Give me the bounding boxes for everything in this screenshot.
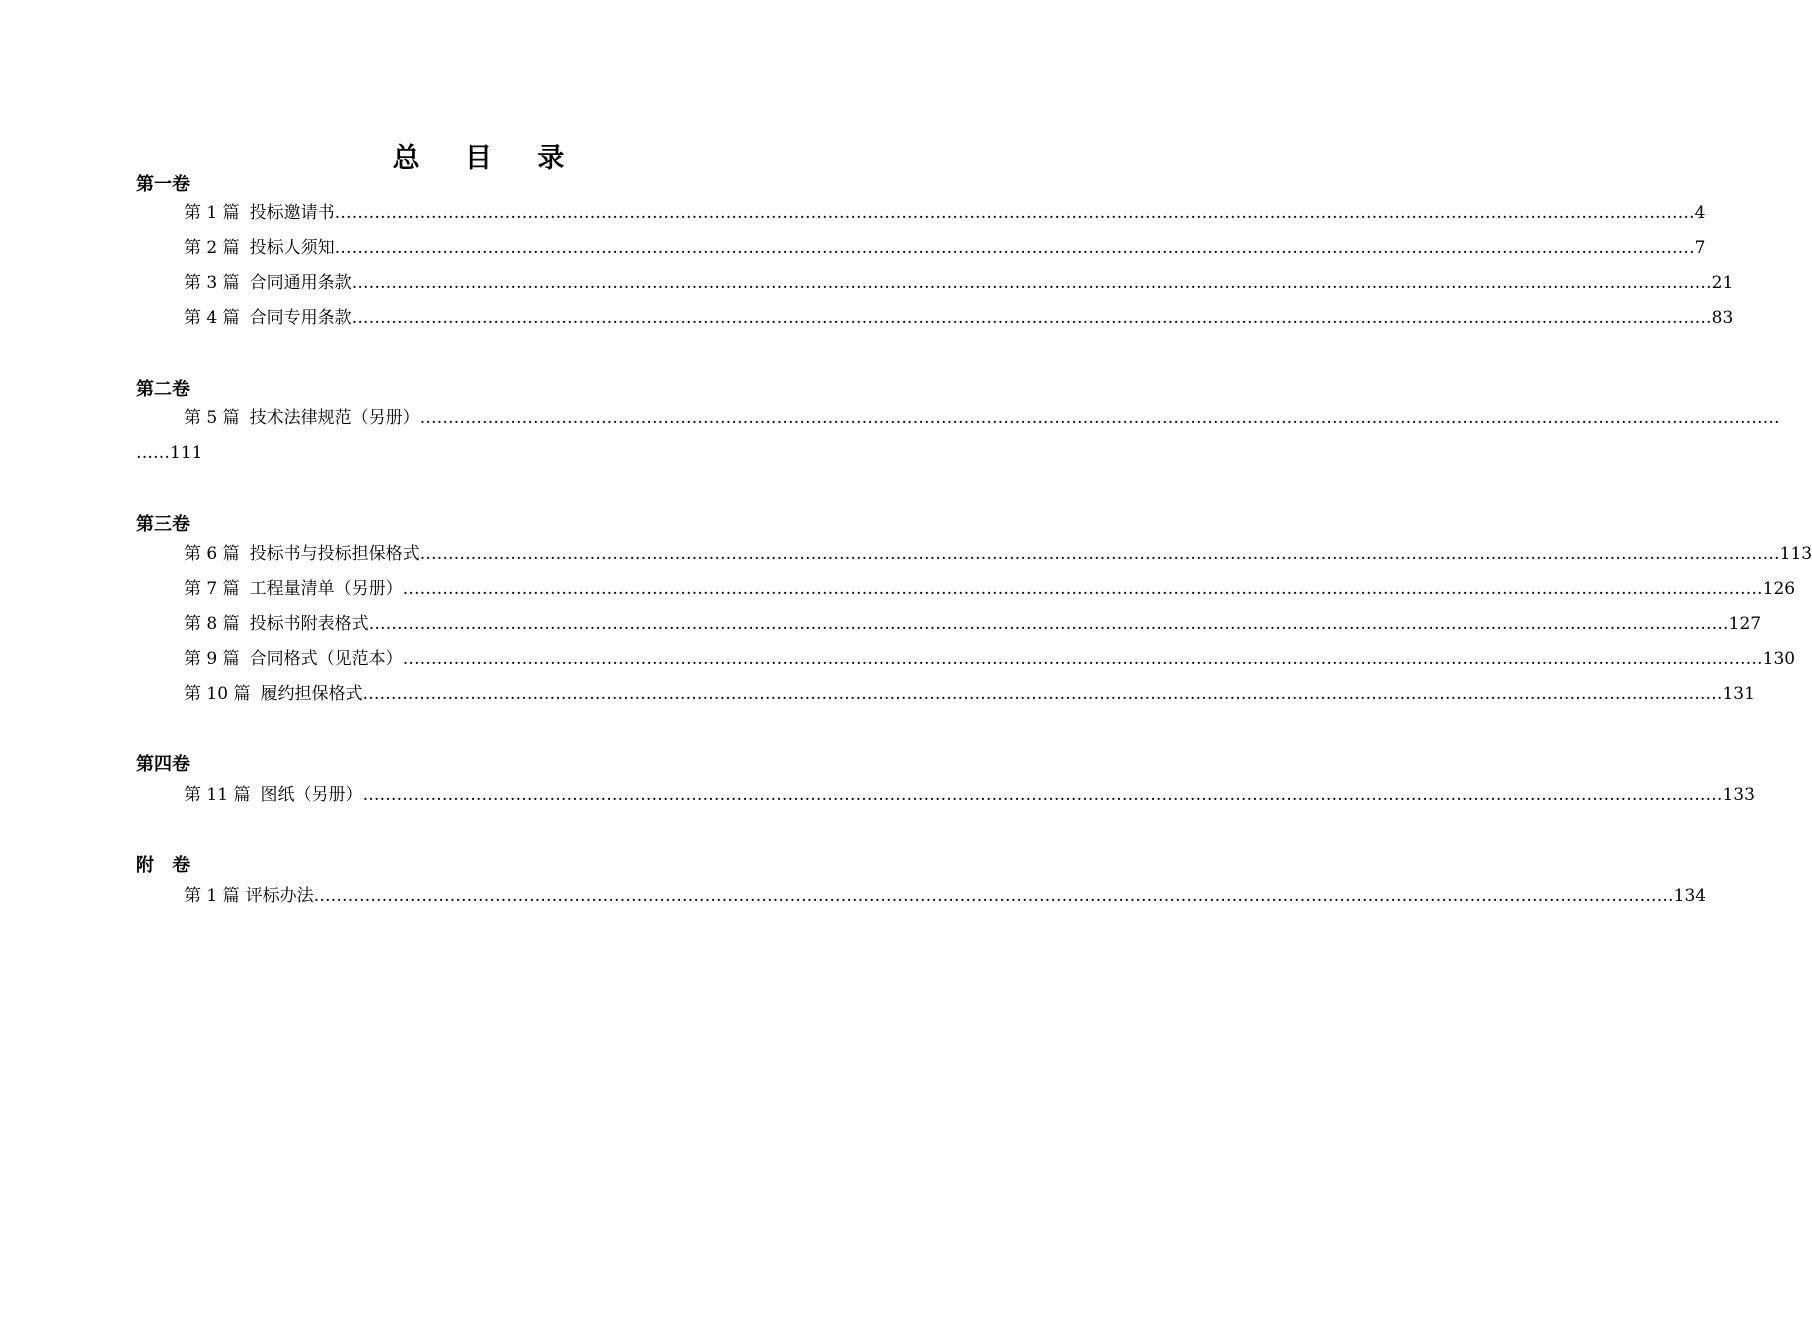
entry-prefix: 第 5 篇 [184, 408, 240, 428]
dot-leader: …………………………………………………………………………………………………………………………………………………………………………………………………………………… [419, 408, 1780, 428]
dot-leader: …………………………………………………………………………………………………………………………………………………………………………………………………………………… [313, 886, 1674, 906]
entry-title: 投标邀请书 [249, 203, 335, 223]
dot-leader: …………………………………………………………………………………………………………………………………………………………………………………………………………………… [402, 649, 1763, 669]
entry-page: 7 [1694, 238, 1706, 258]
entry-page: 130 [1762, 649, 1796, 669]
dot-leader: …………………………………………………………………………………………………………………………………………………………………………………………………………………… [362, 684, 1723, 704]
toc-entry[interactable] [182, 646, 1796, 672]
entry-title: 投标人须知 [249, 238, 335, 258]
volume-heading-1: 第一卷 [136, 174, 190, 195]
entry-title: 投标书附表格式 [249, 614, 369, 634]
entry-title: 合同格式（见范本） [249, 649, 403, 669]
toc-entry[interactable] [182, 200, 1706, 226]
entry-prefix: 第 1 篇 [184, 203, 240, 223]
dot-leader: …………………………………………………………………………………………………………………………………………………………………………………………………………………… [334, 238, 1695, 258]
entry-prefix: 第 4 篇 [184, 308, 240, 328]
entry-page: 113 [1779, 544, 1812, 564]
toc-entry[interactable] [182, 782, 1755, 808]
toc-entry[interactable] [182, 611, 1762, 637]
entry-title: 投标书与投标担保格式 [249, 544, 420, 564]
toc-entry[interactable] [182, 235, 1706, 261]
entry-title: 合同专用条款 [249, 308, 352, 328]
volume-heading-2: 第二卷 [136, 379, 190, 400]
entry-title: 技术法律规范（另册） [249, 408, 420, 428]
entry-title: 工程量清单（另册） [249, 579, 403, 599]
toc-entry[interactable] [182, 270, 1734, 296]
entry-page: 127 [1728, 614, 1762, 634]
entry-prefix: 第 1 篇 [184, 886, 240, 906]
dot-leader: …………………………………………………………………………………………………………………………………………………………………………………………………………………… [402, 579, 1763, 599]
dot-leader: …… [136, 443, 170, 463]
dot-leader: …………………………………………………………………………………………………………………………………………………………………………………………………………………… [362, 785, 1723, 805]
entry-page: 134 [1673, 886, 1707, 906]
entry-prefix: 第 8 篇 [184, 614, 240, 634]
page-title: 总 目 录 [392, 143, 583, 174]
toc-entry[interactable] [182, 576, 1796, 602]
volume-heading-appendix: 附 卷 [136, 855, 197, 876]
entry-prefix: 第 7 篇 [184, 579, 240, 599]
dot-leader: …………………………………………………………………………………………………………………………………………………………………………………………………………………… [334, 203, 1695, 223]
entry-prefix: 第 3 篇 [184, 273, 240, 293]
toc-entry[interactable] [182, 541, 1812, 567]
entry-title: 评标办法 [245, 886, 314, 906]
entry-prefix: 第 2 篇 [184, 238, 240, 258]
entry-title: 履约担保格式 [260, 684, 363, 704]
dot-leader: …………………………………………………………………………………………………………………………………………………………………………………………………………………… [351, 273, 1712, 293]
toc-entry-continuation [136, 440, 202, 466]
toc-entry[interactable] [182, 405, 1780, 431]
toc-entry[interactable] [182, 883, 1707, 909]
entry-prefix: 第 10 篇 [184, 684, 251, 704]
dot-leader: …………………………………………………………………………………………………………………………………………………………………………………………………………………… [419, 544, 1780, 564]
entry-title: 图纸（另册） [260, 785, 363, 805]
entry-prefix: 第 11 篇 [184, 785, 251, 805]
volume-heading-4: 第四卷 [136, 754, 190, 775]
entry-page: 133 [1722, 785, 1755, 805]
entry-page: 21 [1711, 273, 1734, 293]
volume-heading-3: 第三卷 [136, 514, 190, 535]
entry-title: 合同通用条款 [249, 273, 352, 293]
entry-page: 4 [1694, 203, 1706, 223]
entry-page: 111 [170, 443, 203, 463]
entry-page: 131 [1722, 684, 1755, 704]
entry-page: 83 [1711, 308, 1734, 328]
entry-page: 126 [1762, 579, 1796, 599]
entry-prefix: 第 6 篇 [184, 544, 240, 564]
toc-entry[interactable] [182, 681, 1755, 707]
entry-prefix: 第 9 篇 [184, 649, 240, 669]
dot-leader: …………………………………………………………………………………………………………………………………………………………………………………………………………………… [351, 308, 1712, 328]
dot-leader: …………………………………………………………………………………………………………………………………………………………………………………………………………………… [368, 614, 1729, 634]
toc-entry[interactable] [182, 305, 1734, 331]
